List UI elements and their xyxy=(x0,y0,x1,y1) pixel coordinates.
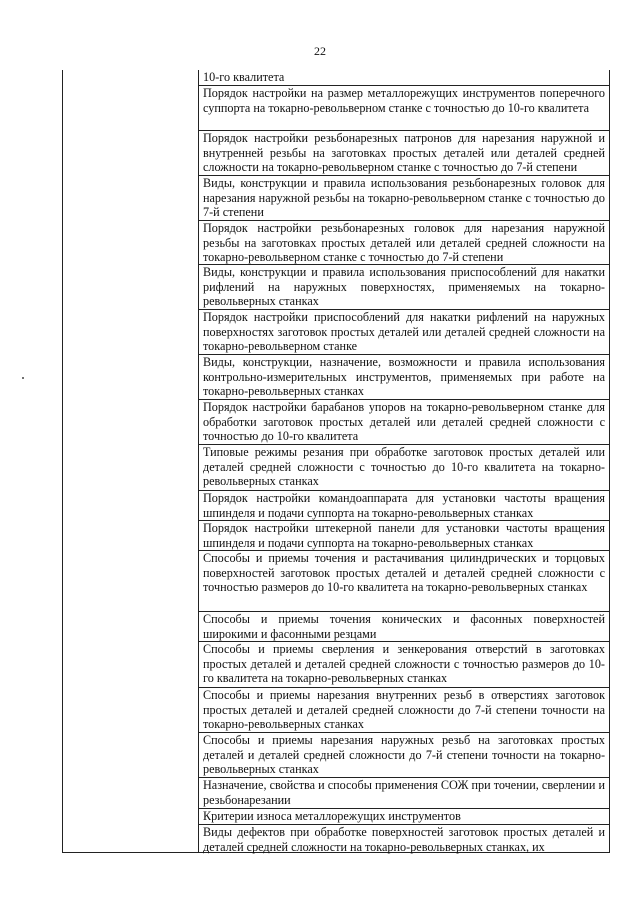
table-row: Порядок настройки на размер металлорежущих инструментов поперечного суппорта на токарно-револьверном станке с точностью до 10-го квалитета xyxy=(199,86,609,131)
table-row: Порядок настройки барабанов упоров на токарно-револьверном станке для обработки заготовок простых деталей или деталей средней сложности с точностью до 10-го квалитета xyxy=(199,400,609,445)
knowledge-column xyxy=(199,70,609,857)
table-row: 10-го квалитета xyxy=(199,70,609,86)
table-row: Виды, конструкции и правила использования резьбонарезных головок для нарезания наружной резьбы на токарно-револьверном станке с точностью до 7-й степени xyxy=(199,176,609,221)
table-row: Порядок настройки резьбонарезных патронов для нарезания наружной и внутренней резьбы на заготовках простых деталей или деталей средней сложности на токарно-револьверном станке с точностью до 7-й степени xyxy=(199,131,609,176)
table-row: Порядок настройки приспособлений для накатки рифлений на наружных поверхностях заготовок простых деталей или деталей средней сложности на токарно-револьверном станке xyxy=(199,310,609,355)
table-row: Способы и приемы точения конических и фасонных поверхностей широкими и фасонными резцами xyxy=(199,612,609,642)
table-row: Способы и приемы сверления и зенкерования отверстий в заготовках простых деталей и деталей средней сложности с точностью размеров до 10-го квалитета на токарно-револьверных станках xyxy=(199,642,609,688)
requirements-table xyxy=(62,70,610,853)
table-row: Виды, конструкции, назначение, возможности и правила использования контрольно-измерительных инструментов, применяемых при работе на токарно-револьверных станках xyxy=(199,355,609,400)
table-row: Порядок настройки штекерной панели для установки частоты вращения шпинделя и подачи суппорта на токарно-револьверных станках xyxy=(199,521,609,551)
table-row: Виды дефектов при обработке поверхностей заготовок простых деталей и деталей средней сложности на токарно-револьверных станках, их xyxy=(203,825,605,854)
table-row: Назначение, свойства и способы применения СОЖ при точении, сверлении и резьбонарезании xyxy=(199,778,609,809)
table-row: Порядок настройки резьбонарезных головок для нарезания наружной резьбы на заготовках простых деталей или деталей средней сложности на токарно-револьверном станке с точностью до 7-й степени xyxy=(199,221,609,265)
table-row: Способы и приемы нарезания наружных резьб на заготовках простых деталей и деталей средней сложности до 7-й степени точности на токарно-револьверных станках xyxy=(199,733,609,778)
page-number: 22 xyxy=(314,44,326,58)
table-row: Порядок настройки командоаппарата для установки частоты вращения шпинделя и подачи суппорта на токарно-револьверных станках xyxy=(199,491,609,521)
table-row: Виды, конструкции и правила использования приспособлений для накатки рифлений на наружных поверхностях, применяемых на токарно-револьверных станках xyxy=(199,265,609,310)
table-row: Типовые режимы резания при обработке заготовок простых деталей или деталей средней сложности с точностью до 10-го квалитета на токарно-револьверных станках xyxy=(199,445,609,491)
table-row: Способы и приемы точения и растачивания цилиндрических и торцовых поверхностей заготовок простых деталей и деталей средней сложности с точностью размеров до 10-го квалитета на токарно-револьверных станках xyxy=(199,551,609,612)
label-column xyxy=(63,70,199,852)
scan-dot xyxy=(22,377,24,379)
table-row: Способы и приемы нарезания внутренних резьб в отверстиях заготовок простых деталей и деталей средней сложности до 7-й степени точности на токарно-револьверных станках xyxy=(199,688,609,733)
table-row: Критерии износа металлорежущих инструментов xyxy=(199,809,609,825)
